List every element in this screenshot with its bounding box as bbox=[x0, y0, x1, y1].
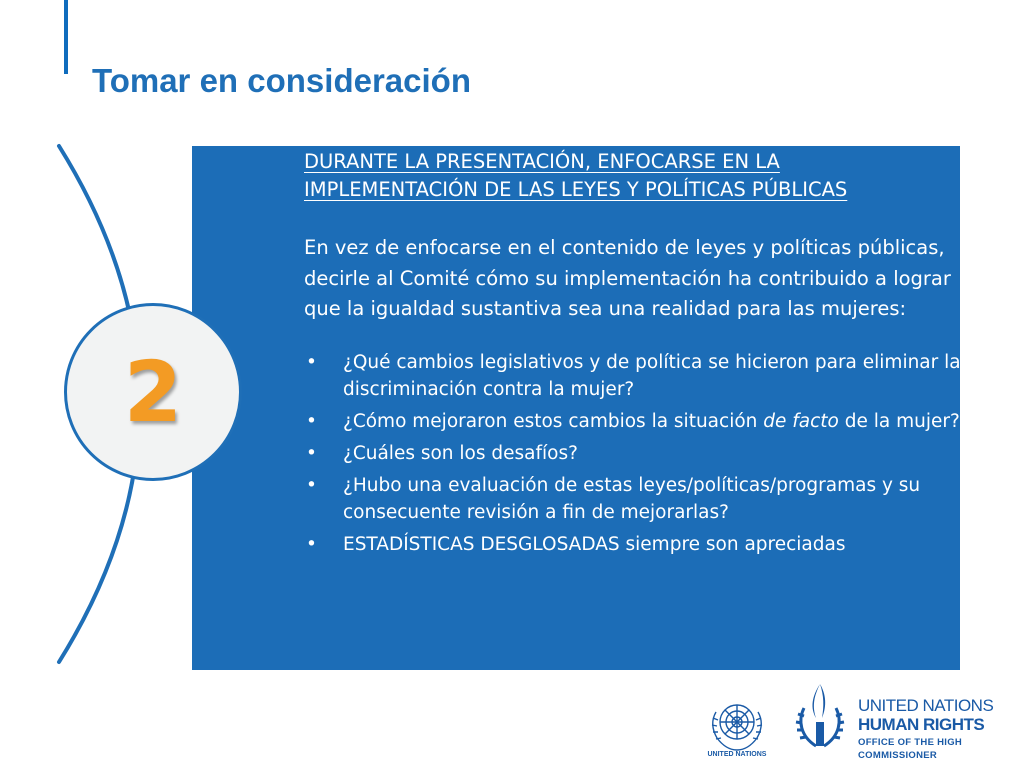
panel-heading bbox=[304, 148, 964, 204]
un-logo-caption: UNITED NATIONS bbox=[707, 751, 767, 758]
hr-line1: UNITED NATIONS bbox=[858, 696, 994, 715]
human-rights-logo-icon bbox=[790, 678, 850, 758]
bullet-dot: • bbox=[306, 533, 317, 555]
bullet-list bbox=[304, 349, 964, 558]
bullet-item bbox=[304, 349, 964, 403]
bullet-dot: • bbox=[306, 442, 317, 464]
step-number: 2 bbox=[123, 343, 183, 441]
human-rights-wordmark bbox=[858, 696, 1024, 762]
bullet-dot: • bbox=[306, 474, 317, 496]
hr-line3: OFFICE OF THE HIGH COMMISSIONER bbox=[858, 737, 963, 761]
bullet-item bbox=[304, 531, 964, 558]
slide-title: Tomar en consideración bbox=[92, 62, 471, 99]
panel-heading-line1: DURANTE LA PRESENTACIÓN, ENFOCARSE EN LA bbox=[304, 150, 780, 173]
bullet-dot: • bbox=[306, 351, 317, 373]
bullet-text: ¿Cuáles son los desafíos? bbox=[343, 442, 578, 464]
panel-paragraph: En vez de enfocarse en el contenido de leyes y políticas públicas, decirle al Comité cómo su implementación ha contribuido a lograr que la igualdad sustantiva sea una realidad para las mujeres: bbox=[304, 236, 951, 320]
panel-heading-line2: IMPLEMENTACIÓN DE LAS LEYES Y POLÍTICAS PÚBLICAS bbox=[304, 178, 848, 201]
bullet-item bbox=[304, 440, 964, 467]
un-emblem-icon bbox=[704, 694, 770, 756]
bullet-item bbox=[304, 472, 964, 526]
bullet-dot: • bbox=[306, 410, 317, 432]
bullet-text: ESTADÍSTICAS DESGLOSADAS siempre son apreciadas bbox=[343, 533, 846, 555]
bullet-text: ¿Cómo mejoraron estos cambios la situación de facto de la mujer? bbox=[343, 410, 960, 432]
bullet-text: ¿Hubo una evaluación de estas leyes/políticas/programas y su consecuente revisión a fin de mejorarlas? bbox=[343, 474, 921, 523]
hr-line2: HUMAN RIGHTS bbox=[858, 715, 985, 734]
panel-content bbox=[304, 146, 964, 563]
bullet-text: ¿Qué cambios legislativos y de política se hicieron para eliminar la discriminación contra la mujer? bbox=[343, 351, 961, 400]
bullet-item bbox=[304, 408, 964, 435]
